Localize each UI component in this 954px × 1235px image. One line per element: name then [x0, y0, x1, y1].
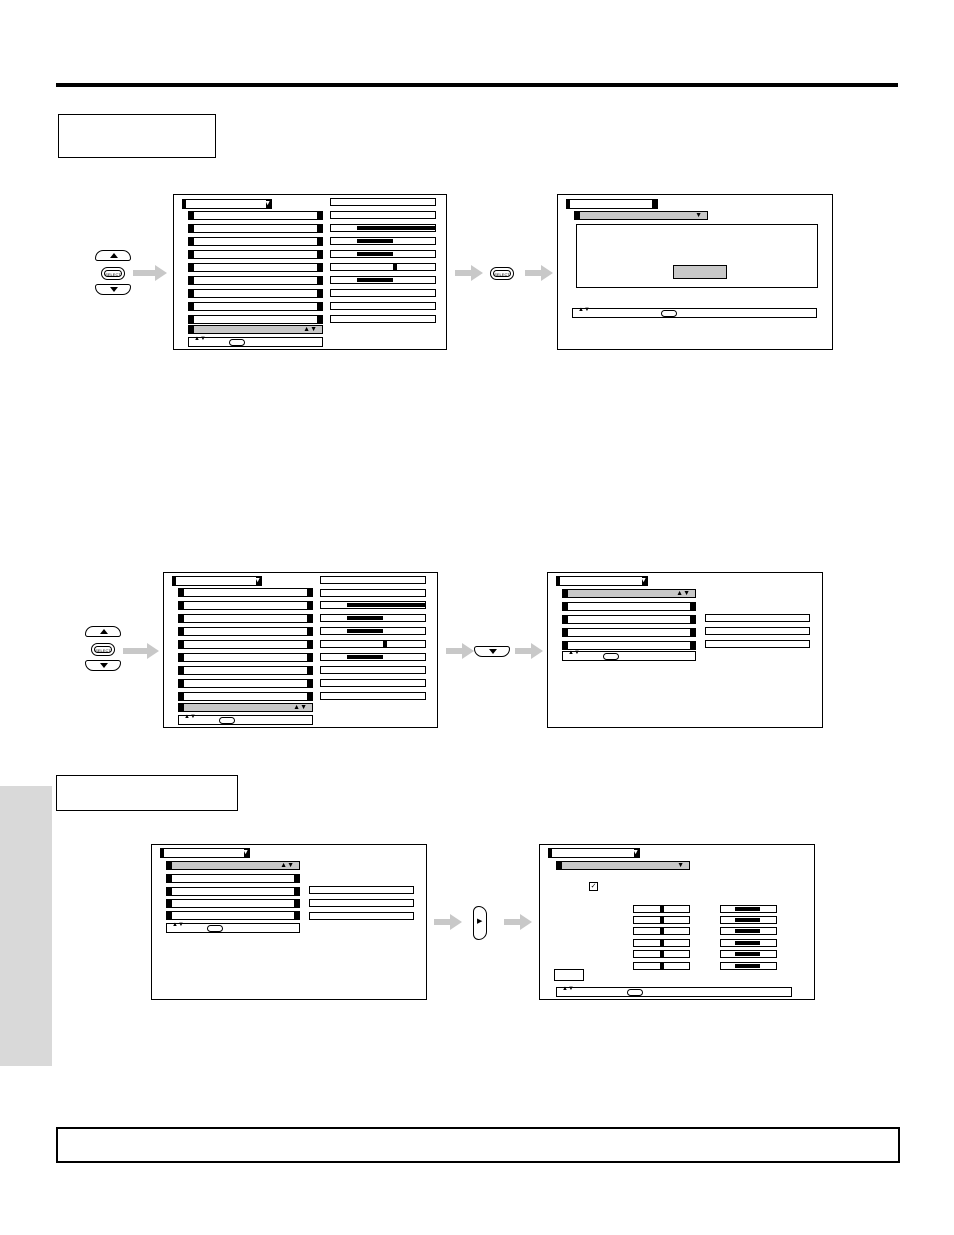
level-bar[interactable] — [320, 614, 426, 622]
dropdown-icon: ▼ — [264, 200, 271, 207]
dropdown-icon: ▼ — [242, 849, 249, 856]
value-box — [320, 576, 426, 584]
menu-nav-bar — [166, 923, 300, 933]
flow-arrow-6 — [515, 648, 531, 654]
selected-updown-icon: ▲▼ — [280, 862, 294, 869]
flow-arrow-8-head — [520, 914, 532, 930]
up-arrow-icon — [110, 253, 118, 258]
submenu-row[interactable] — [562, 628, 696, 637]
level-bar[interactable] — [320, 627, 426, 635]
updown-icon: ▲▼ — [568, 650, 580, 656]
down-arrow-icon — [100, 663, 108, 668]
menu-title-bar — [548, 848, 640, 858]
menu-nav-bar — [178, 715, 313, 725]
select-pill-icon — [207, 925, 223, 932]
select-pill-icon — [603, 653, 619, 660]
mark-bar-c[interactable] — [633, 950, 690, 958]
menu-row[interactable] — [178, 588, 313, 597]
submenu-row[interactable] — [562, 641, 696, 650]
down-arrow-icon — [489, 649, 497, 654]
menu-row[interactable] — [188, 289, 323, 298]
level-fill — [735, 952, 760, 956]
flow-arrow-2 — [455, 270, 471, 276]
menu-row[interactable] — [178, 679, 313, 688]
level-fill — [347, 603, 425, 607]
level-bar[interactable] — [330, 250, 436, 258]
down-button-3[interactable] — [474, 646, 510, 657]
menu-row[interactable] — [178, 692, 313, 701]
top-rule — [56, 83, 898, 87]
level-bar-c[interactable] — [720, 905, 777, 913]
menu-screen-c — [163, 572, 438, 728]
level-fill — [347, 629, 383, 633]
updown-icon: ▲▼ — [184, 714, 196, 720]
level-mark — [660, 951, 664, 957]
flow-arrow-8 — [504, 919, 520, 925]
submenu-row[interactable] — [166, 911, 300, 920]
section-label-box-2 — [56, 775, 238, 811]
up-button-2[interactable] — [85, 626, 121, 637]
menu-screen-a — [173, 194, 447, 350]
menu-row-selected[interactable] — [188, 325, 323, 334]
menu-title-bar — [160, 848, 250, 858]
menu-nav-bar — [556, 987, 792, 997]
submenu-row-selected[interactable] — [562, 589, 696, 598]
mark-bar-c[interactable] — [633, 939, 690, 947]
menu-row[interactable] — [188, 211, 323, 220]
dropdown-icon: ▼ — [677, 862, 684, 869]
value-box — [309, 912, 414, 920]
menu-row[interactable] — [178, 666, 313, 675]
menu-row[interactable] — [188, 250, 323, 259]
menu-screen-b — [557, 194, 833, 350]
menu-row[interactable] — [178, 640, 313, 649]
selected-updown-icon: ▲▼ — [293, 704, 307, 711]
level-mark — [660, 906, 664, 912]
level-fill — [735, 918, 760, 922]
level-mark — [660, 940, 664, 946]
selected-updown-icon: ▲▼ — [676, 590, 690, 597]
up-arrow-icon — [100, 629, 108, 634]
level-fill — [735, 941, 760, 945]
select-pill-icon — [627, 989, 643, 996]
level-fill — [735, 964, 760, 968]
menu-screen-d — [547, 572, 823, 728]
value-box — [309, 886, 414, 894]
selected-updown-icon: ▲▼ — [303, 326, 317, 333]
updown-icon: ▲▼ — [194, 336, 206, 342]
level-bar-c[interactable] — [720, 939, 777, 947]
ok-button[interactable] — [673, 265, 727, 279]
menu-screen-e — [151, 844, 427, 1000]
level-bar-c[interactable] — [720, 950, 777, 958]
mark-bar[interactable] — [320, 640, 426, 648]
flow-arrow-5-head — [462, 643, 474, 659]
value-box — [330, 211, 436, 219]
menu-row[interactable] — [188, 276, 323, 285]
menu-nav-bar — [188, 337, 323, 347]
right-button[interactable] — [473, 906, 487, 940]
flow-arrow-1 — [133, 270, 155, 276]
flow-arrow-3-head — [541, 265, 553, 281]
dropdown-icon: ▼ — [640, 577, 647, 584]
level-bar-c[interactable] — [720, 962, 777, 970]
level-fill — [347, 655, 383, 659]
up-button-1[interactable] — [95, 250, 131, 261]
submenu-row-selected[interactable] — [166, 861, 300, 870]
level-fill — [357, 239, 393, 243]
value-box — [705, 640, 810, 648]
mark-bar-c[interactable] — [633, 916, 690, 924]
dropdown-icon: ▼ — [632, 849, 639, 856]
menu-row[interactable] — [188, 302, 323, 311]
flow-arrow-2-head — [471, 265, 483, 281]
reset-button[interactable] — [554, 969, 584, 981]
select-pill-icon — [229, 339, 245, 346]
dropdown-icon: ▼ — [254, 577, 261, 584]
menu-nav-bar — [562, 651, 696, 661]
confirm-dialog — [576, 224, 818, 288]
select-pill-icon — [661, 310, 677, 317]
level-bar[interactable] — [330, 237, 436, 245]
level-bar[interactable] — [330, 224, 436, 232]
down-button-2[interactable] — [85, 660, 121, 671]
mark-bar-c[interactable] — [633, 927, 690, 935]
level-bar-c[interactable] — [720, 916, 777, 924]
section-label-box-1 — [58, 114, 216, 158]
level-bar[interactable] — [330, 276, 436, 284]
flow-arrow-7 — [434, 919, 450, 925]
menu-row[interactable] — [178, 653, 313, 662]
level-fill — [735, 929, 760, 933]
level-mark — [660, 917, 664, 923]
submenu-row[interactable] — [166, 887, 300, 896]
value-box — [705, 627, 810, 635]
down-arrow-icon — [110, 287, 118, 292]
value-box — [320, 666, 426, 674]
value-box — [705, 614, 810, 622]
submenu-row[interactable] — [166, 899, 300, 908]
level-bar[interactable] — [320, 653, 426, 661]
level-fill — [347, 616, 383, 620]
flow-arrow-6-head — [531, 643, 543, 659]
level-bar[interactable] — [320, 601, 426, 609]
value-box — [309, 899, 414, 907]
menu-screen-f — [539, 844, 815, 1000]
footer-note-box — [56, 1127, 900, 1163]
flow-arrow-5 — [446, 648, 462, 654]
menu-row[interactable] — [188, 315, 323, 324]
menu-title-bar — [566, 199, 658, 209]
flow-arrow-4-head — [147, 643, 159, 659]
menu-row[interactable] — [188, 224, 323, 233]
menu-title-bar — [182, 199, 272, 209]
select-button-3[interactable]: SELECT — [91, 643, 115, 656]
updown-icon: ▲▼ — [578, 307, 590, 313]
select-pill-icon — [219, 717, 235, 724]
submenu-row-selected[interactable] — [574, 211, 708, 220]
flow-arrow-7-head — [450, 914, 462, 930]
value-box — [320, 679, 426, 687]
level-mark — [660, 963, 664, 969]
level-bar-c[interactable] — [720, 927, 777, 935]
menu-row[interactable] — [178, 627, 313, 636]
dropdown-icon: ▼ — [695, 212, 702, 219]
flow-arrow-1-head — [155, 265, 167, 281]
level-fill — [357, 252, 393, 256]
value-box — [330, 198, 436, 206]
mark-bar-c[interactable] — [633, 962, 690, 970]
select-button-2[interactable]: SELECT — [490, 267, 514, 280]
value-box — [330, 315, 436, 323]
menu-title-bar — [556, 576, 648, 586]
menu-row-selected[interactable] — [178, 703, 313, 712]
submenu-row[interactable] — [562, 615, 696, 624]
down-button-1[interactable] — [95, 284, 131, 295]
menu-row[interactable] — [178, 614, 313, 623]
level-mark — [660, 928, 664, 934]
right-arrow-icon: ▶ — [477, 918, 483, 925]
flow-arrow-4 — [123, 648, 147, 654]
mark-bar[interactable] — [330, 263, 436, 271]
menu-row[interactable] — [188, 237, 323, 246]
menu-row[interactable] — [188, 263, 323, 272]
updown-icon: ▲▼ — [562, 986, 574, 992]
submenu-row[interactable] — [562, 602, 696, 611]
menu-nav-bar — [572, 308, 817, 318]
submenu-row-selected[interactable] — [556, 861, 690, 870]
level-fill — [357, 278, 393, 282]
checkbox[interactable]: ✓ — [590, 883, 597, 890]
updown-icon: ▲▼ — [172, 922, 184, 928]
value-box — [320, 692, 426, 700]
value-box — [330, 302, 436, 310]
level-fill — [735, 907, 760, 911]
menu-row[interactable] — [178, 601, 313, 610]
value-box — [320, 589, 426, 597]
mark-bar-c[interactable] — [633, 905, 690, 913]
side-tab — [0, 786, 52, 1066]
select-button-1[interactable]: SELECT — [101, 267, 125, 280]
flow-arrow-3 — [525, 270, 541, 276]
menu-title-bar — [172, 576, 262, 586]
value-box — [330, 289, 436, 297]
submenu-row[interactable] — [166, 874, 300, 883]
level-fill — [357, 226, 435, 230]
